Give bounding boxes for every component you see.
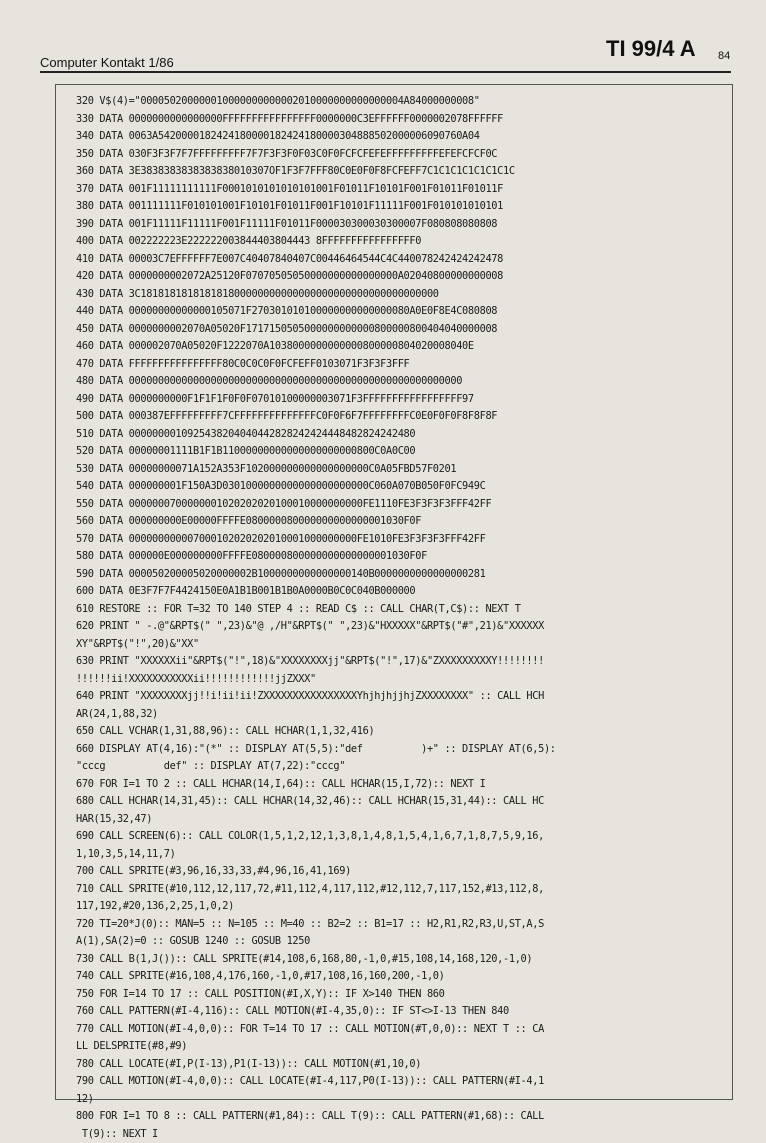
- code-line: 400 DATA 002222223E222222003844403804443 8FFFFFFFFFFFFFFFF0: [76, 233, 736, 251]
- code-line: 12): [76, 1091, 736, 1109]
- code-line: 600 DATA 0E3F7F7F4424150E0A1B1B001B1B0A0000B0C0C040B000000: [76, 583, 736, 601]
- code-line: 590 DATA 000050200005020000002B1000000000000000140B0000000000000000281: [76, 566, 736, 584]
- code-line: LL DELSPRITE(#8,#9): [76, 1038, 736, 1056]
- page-title: TI 99/4 A: [606, 36, 696, 62]
- code-line: 780 CALL LOCATE(#I,P(I-13),P1(I-13)):: CALL MOTION(#1,10,0): [76, 1056, 736, 1074]
- basic-program-listing: [76, 93, 736, 1143]
- code-line: "cccg def" :: DISPLAY AT(7,22):"cccg": [76, 758, 736, 776]
- code-line: 660 DISPLAY AT(4,16):"(*" :: DISPLAY AT(5,5):"def )+" :: DISPLAY AT(6,5):: [76, 741, 736, 759]
- code-line: 580 DATA 000000E000000000FFFFE080000800000000000000001030F0F: [76, 548, 736, 566]
- code-line: 450 DATA 0000000002070A05020F1717150505000000000000800000800404040000008: [76, 321, 736, 339]
- code-line: 630 PRINT "XXXXXXii"&RPT$("!",18)&"XXXXXXXXjj"&RPT$("!",17)&"ZXXXXXXXXXY!!!!!!!!: [76, 653, 736, 671]
- code-line: 740 CALL SPRITE(#16,108,4,176,160,-1,0,#17,108,16,160,200,-1,0): [76, 968, 736, 986]
- code-line: 650 CALL VCHAR(1,31,88,96):: CALL HCHAR(1,1,32,416): [76, 723, 736, 741]
- code-line: 750 FOR I=14 TO 17 :: CALL POSITION(#I,X,Y):: IF X>140 THEN 860: [76, 986, 736, 1004]
- code-line: HAR(15,32,47): [76, 811, 736, 829]
- code-line: A(1),SA(2)=0 :: GOSUB 1240 :: GOSUB 1250: [76, 933, 736, 951]
- code-line: 520 DATA 00000001111B1F1B11000000000000000000000800C0A0C00: [76, 443, 736, 461]
- code-line: 760 CALL PATTERN(#I-4,116):: CALL MOTION(#I-4,35,0):: IF ST<>I-13 THEN 840: [76, 1003, 736, 1021]
- code-line: 680 CALL HCHAR(14,31,45):: CALL HCHAR(14,32,46):: CALL HCHAR(15,31,44):: CALL HC: [76, 793, 736, 811]
- code-line: 420 DATA 0000000002072A25120F07070505050000000000000000A02040800000000008: [76, 268, 736, 286]
- code-line: 490 DATA 0000000000F1F1F1F0F0F07010100000003071F3FFFFFFFFFFFFFFFFF97: [76, 391, 736, 409]
- code-line: 770 CALL MOTION(#I-4,0,0):: FOR T=14 TO 17 :: CALL MOTION(#T,0,0):: NEXT T :: CA: [76, 1021, 736, 1039]
- code-line: 480 DATA 000000000000000000000000000000000000000000000000000000000: [76, 373, 736, 391]
- code-line: 360 DATA 3E3838383838383838010307OF1F3F7FFF80C0E0F0F8FCFEFF7C1C1C1C1C1C1C1C: [76, 163, 736, 181]
- code-line: 410 DATA 00003C7EFFFFFF7E007C40407840407C00446464544C4C440078242424242478: [76, 251, 736, 269]
- code-line: 720 TI=20*J(0):: MAN=5 :: N=105 :: M=40 :: B2=2 :: B1=17 :: H2,R1,R2,R3,U,ST,A,S: [76, 916, 736, 934]
- code-line: 117,192,#20,136,2,25,1,0,2): [76, 898, 736, 916]
- code-line: 500 DATA 000387EFFFFFFFFF7CFFFFFFFFFFFFFFC0F0F6F7FFFFFFFFC0E0F0F0F8F8F8F: [76, 408, 736, 426]
- code-line: 670 FOR I=1 TO 2 :: CALL HCHAR(14,I,64):: CALL HCHAR(15,I,72):: NEXT I: [76, 776, 736, 794]
- code-line: 690 CALL SCREEN(6):: CALL COLOR(1,5,1,2,12,1,3,8,1,4,8,1,5,4,1,6,7,1,8,7,5,9,16,: [76, 828, 736, 846]
- code-line: 350 DATA 030F3F3F7F7FFFFFFFFF7F7F3F3F0F03C0F0FCFCFEFEFFFFFFFFFEFEFCFCF0C: [76, 146, 736, 164]
- code-line: 700 CALL SPRITE(#3,96,16,33,33,#4,96,16,41,169): [76, 863, 736, 881]
- code-line: 1,10,3,5,14,11,7): [76, 846, 736, 864]
- code-line: !!!!!!ii!XXXXXXXXXXXii!!!!!!!!!!!!jjZXXX": [76, 671, 736, 689]
- code-line: 440 DATA 00000000000000105071F270301010100000000000000080A0E0F8E4C080808: [76, 303, 736, 321]
- code-line: 340 DATA 0063A5420000182424180000182424180000304888502000006090760A04: [76, 128, 736, 146]
- code-line: 570 DATA 000000000007000102020202010001000000000FE1010FE3F3F3F3FFF42FF: [76, 531, 736, 549]
- code-line: 460 DATA 000002070A05020F1222070A1038000000000000800000804020008040E: [76, 338, 736, 356]
- code-line: 560 DATA 000000000E00000FFFFE080000080000000000000001030F0F: [76, 513, 736, 531]
- code-line: 430 DATA 3C181818181818181800000000000000000000000000000000000: [76, 286, 736, 304]
- code-line: 470 DATA FFFFFFFFFFFFFFFF80C0C0C0F0FCFEFF0103071F3F3F3FFF: [76, 356, 736, 374]
- code-line: 330 DATA 0000000000000000FFFFFFFFFFFFFFFF0000000C3EFFFFFF0000002078FFFFFF: [76, 111, 736, 129]
- code-line: AR(24,1,88,32): [76, 706, 736, 724]
- code-line: 730 CALL B(1,J()):: CALL SPRITE(#14,108,6,168,80,-1,0,#15,108,14,168,120,-1,0): [76, 951, 736, 969]
- code-line: 790 CALL MOTION(#I-4,0,0):: CALL LOCATE(#I-4,117,P0(I-13)):: CALL PATTERN(#I-4,1: [76, 1073, 736, 1091]
- code-line: 540 DATA 000000001F150A3D0301000000000000000000000C060A070B050F0FC949C: [76, 478, 736, 496]
- publication-name: Computer Kontakt 1/86: [40, 55, 174, 70]
- header-rule: [40, 71, 731, 73]
- code-line: 390 DATA 001F11111F11111F001F11111F01011F000030300030300007F080808080808: [76, 216, 736, 234]
- code-line: 380 DATA 001111111F010101001F10101F01011F001F10101F11111F001F010101010101: [76, 198, 736, 216]
- code-line: XY"&RPT$("!",20)&"XX": [76, 636, 736, 654]
- code-line: 610 RESTORE :: FOR T=32 TO 140 STEP 4 :: READ C$ :: CALL CHAR(T,C$):: NEXT T: [76, 601, 736, 619]
- code-line: 370 DATA 001F11111111111F0001010101010101001F01011F10101F001F01011F01011F: [76, 181, 736, 199]
- code-line: 510 DATA 0000000010925438204040442828242424448482824242480: [76, 426, 736, 444]
- code-line: 800 FOR I=1 TO 8 :: CALL PATTERN(#1,84):: CALL T(9):: CALL PATTERN(#1,68):: CALL: [76, 1108, 736, 1126]
- code-line: 320 V$(4)="000050200000010000000000002010000000000000004A84000000008": [76, 93, 736, 111]
- page-number: 84: [718, 50, 730, 62]
- code-line: 640 PRINT "XXXXXXXXjj!!i!ii!ii!ZXXXXXXXXXXXXXXXXYhjhjhjjhjZXXXXXXXX" :: CALL HCH: [76, 688, 736, 706]
- code-line: T(9):: NEXT I: [76, 1126, 736, 1143]
- code-line: 710 CALL SPRITE(#10,112,12,117,72,#11,112,4,117,112,#12,112,7,117,152,#13,112,8,: [76, 881, 736, 899]
- code-line: 550 DATA 0000000700000001020202020100010000000000FE1110FE3F3F3F3FFF42FF: [76, 496, 736, 514]
- code-line: 530 DATA 00000000071A152A353F102000000000000000000C0A05FBD57F0201: [76, 461, 736, 479]
- code-line: 620 PRINT " -.@"&RPT$(" ",23)&"@ ,/H"&RPT$(" ",23)&"HXXXXX"&RPT$("#",21)&"XXXXXX: [76, 618, 736, 636]
